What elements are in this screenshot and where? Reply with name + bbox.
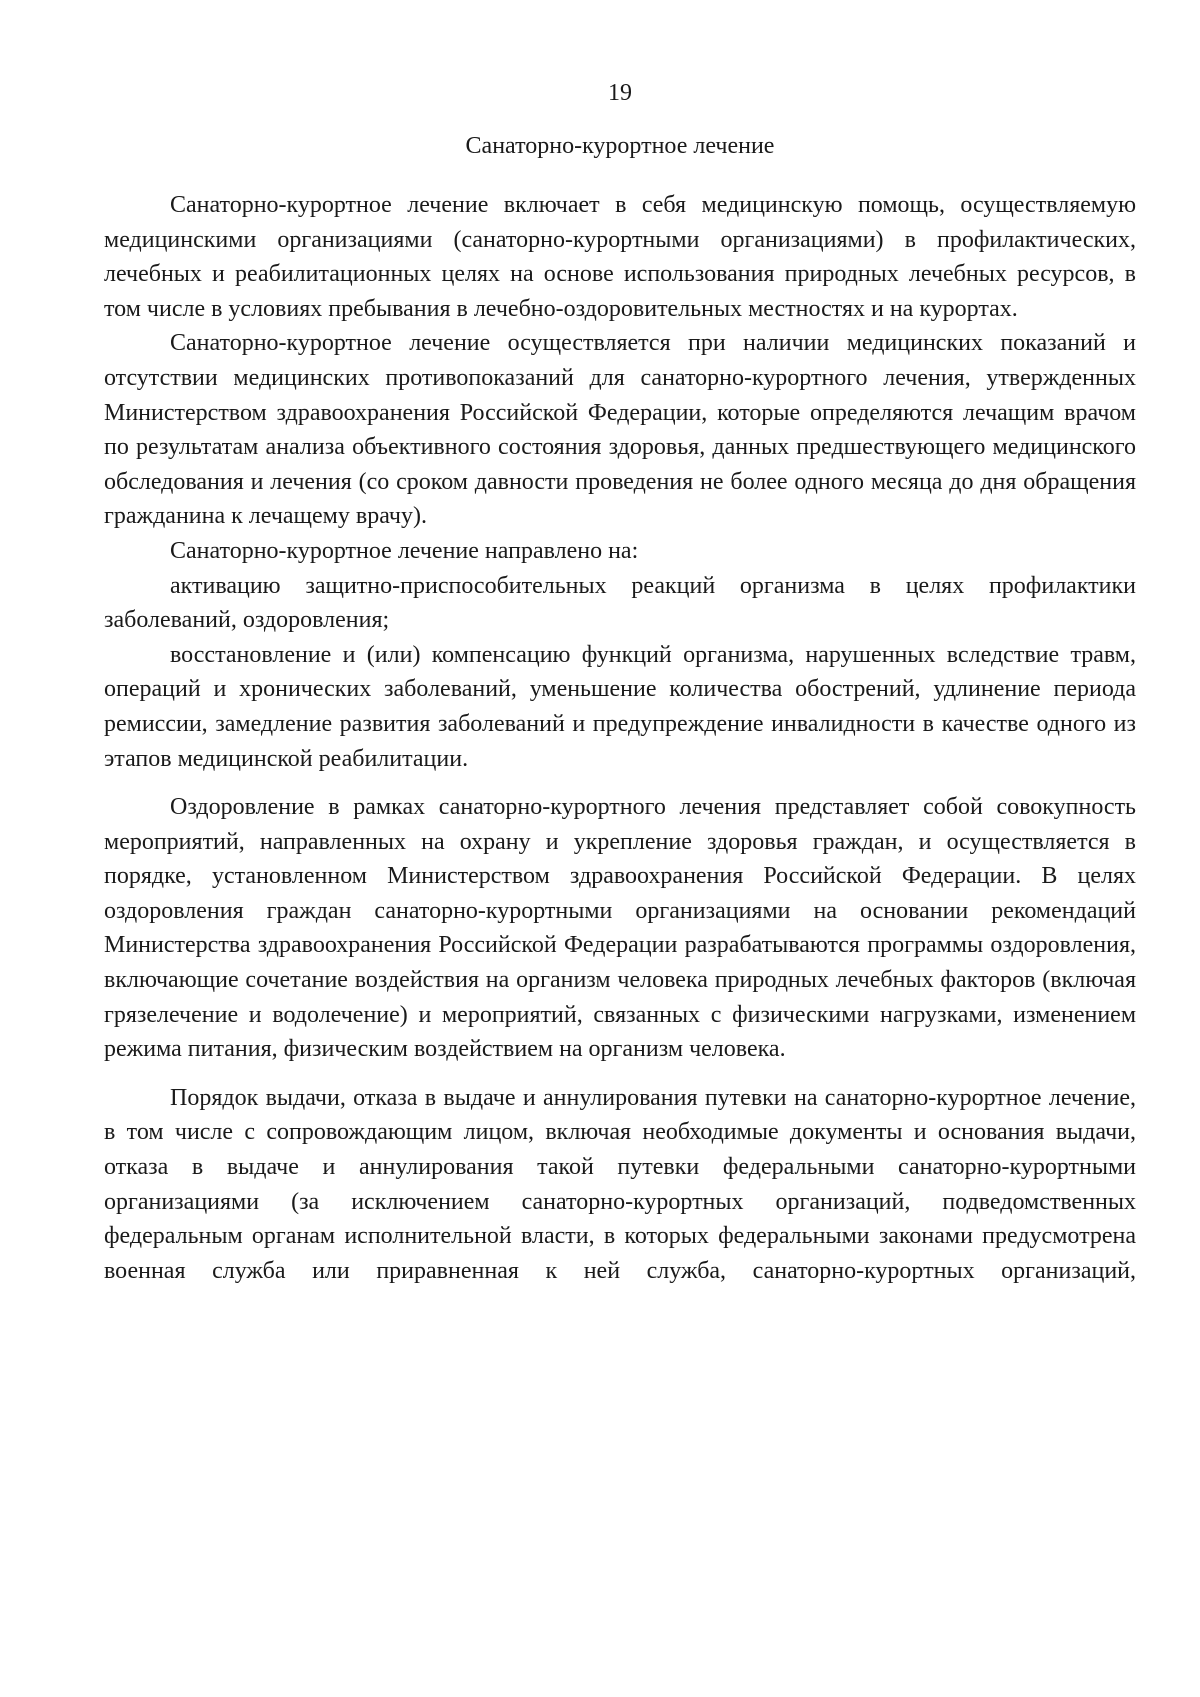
paragraph-restoration: восстановление и (или) компенсацию функций организма, нарушенных вследствие травм, операций и хронических заболеваний, уменьшение количества обострений, удлинение периода ремиссии, замедление развития заболеваний и предупреждение инвалидности в качестве одного из этапов медицинской реабилитации. — [104, 641, 1136, 772]
paragraph-health-improvement: Оздоровление в рамках санаторно-курортного лечения представляет собой совокупность мероприятий, направленных на охрану и укрепление здоровья граждан, и осуществляется в порядке, установленном Министерством здравоохранения Российской Федерации. В целях оздоровления граждан санаторно-курортными организациями на основании рекомендаций Министерства здравоохранения Российской Федерации разрабатываются программы оздоровления, включающие сочетание воздействия на организм человека природных лечебных факторов (включая грязелечение и водолечение) и мероприятий, связанных с физическими нагрузками, изменением режима питания, физическим воздействием на организм человека. — [104, 794, 1136, 1063]
paragraph-indications: Санаторно-курортное лечение осуществляется при наличии медицинских показаний и отсутствии медицинских противопоказаний для санаторно-курортного лечения, утвержденных Министерством здравоохранения Российской Федерации, которые определяются лечащим врачом по результатам анализа объективного состояния здоровья, данных предшествующего медицинского обследования и лечения (со сроком давности проведения не более одного месяца до дня обращения гражданина к лечащему врачу). — [104, 330, 1136, 530]
section-title: Санаторно-курортное лечение — [465, 133, 775, 159]
page-number: 19 — [608, 80, 632, 106]
paragraph-voucher-procedure: Порядок выдачи, отказа в выдаче и аннулирования путевки на санаторно-курортное лечение, в том числе с сопровождающим лицом, включая необходимые документы и основания выдачи, отказа в выдаче и аннулирования такой путевки федеральными санаторно-курортными организациями (за исключением санаторно-курортных организаций, подведомственных федеральным органам исполнительной власти, в которых федеральными законами предусмотрена военная служба или приравненная к ней служба, санаторно-курортных организаций, — [104, 1084, 1136, 1284]
paragraph-definition: Санаторно-курортное лечение включает в себя медицинскую помощь, осуществляемую медицинскими организациями (санаторно-курортными организациями) в профилактических, лечебных и реабилитационных целях на основе использования природных лечебных ресурсов, в том числе в условиях пребывания в лечебно-оздоровительных местностях и на курортах. — [104, 192, 1136, 322]
document-body — [104, 188, 1136, 1288]
paragraph-activation: активацию защитно-приспособительных реакций организма в целях профилактики заболеваний, оздоровления; — [104, 572, 1136, 634]
paragraph-directed-to: Санаторно-курортное лечение направлено на: — [170, 537, 639, 564]
